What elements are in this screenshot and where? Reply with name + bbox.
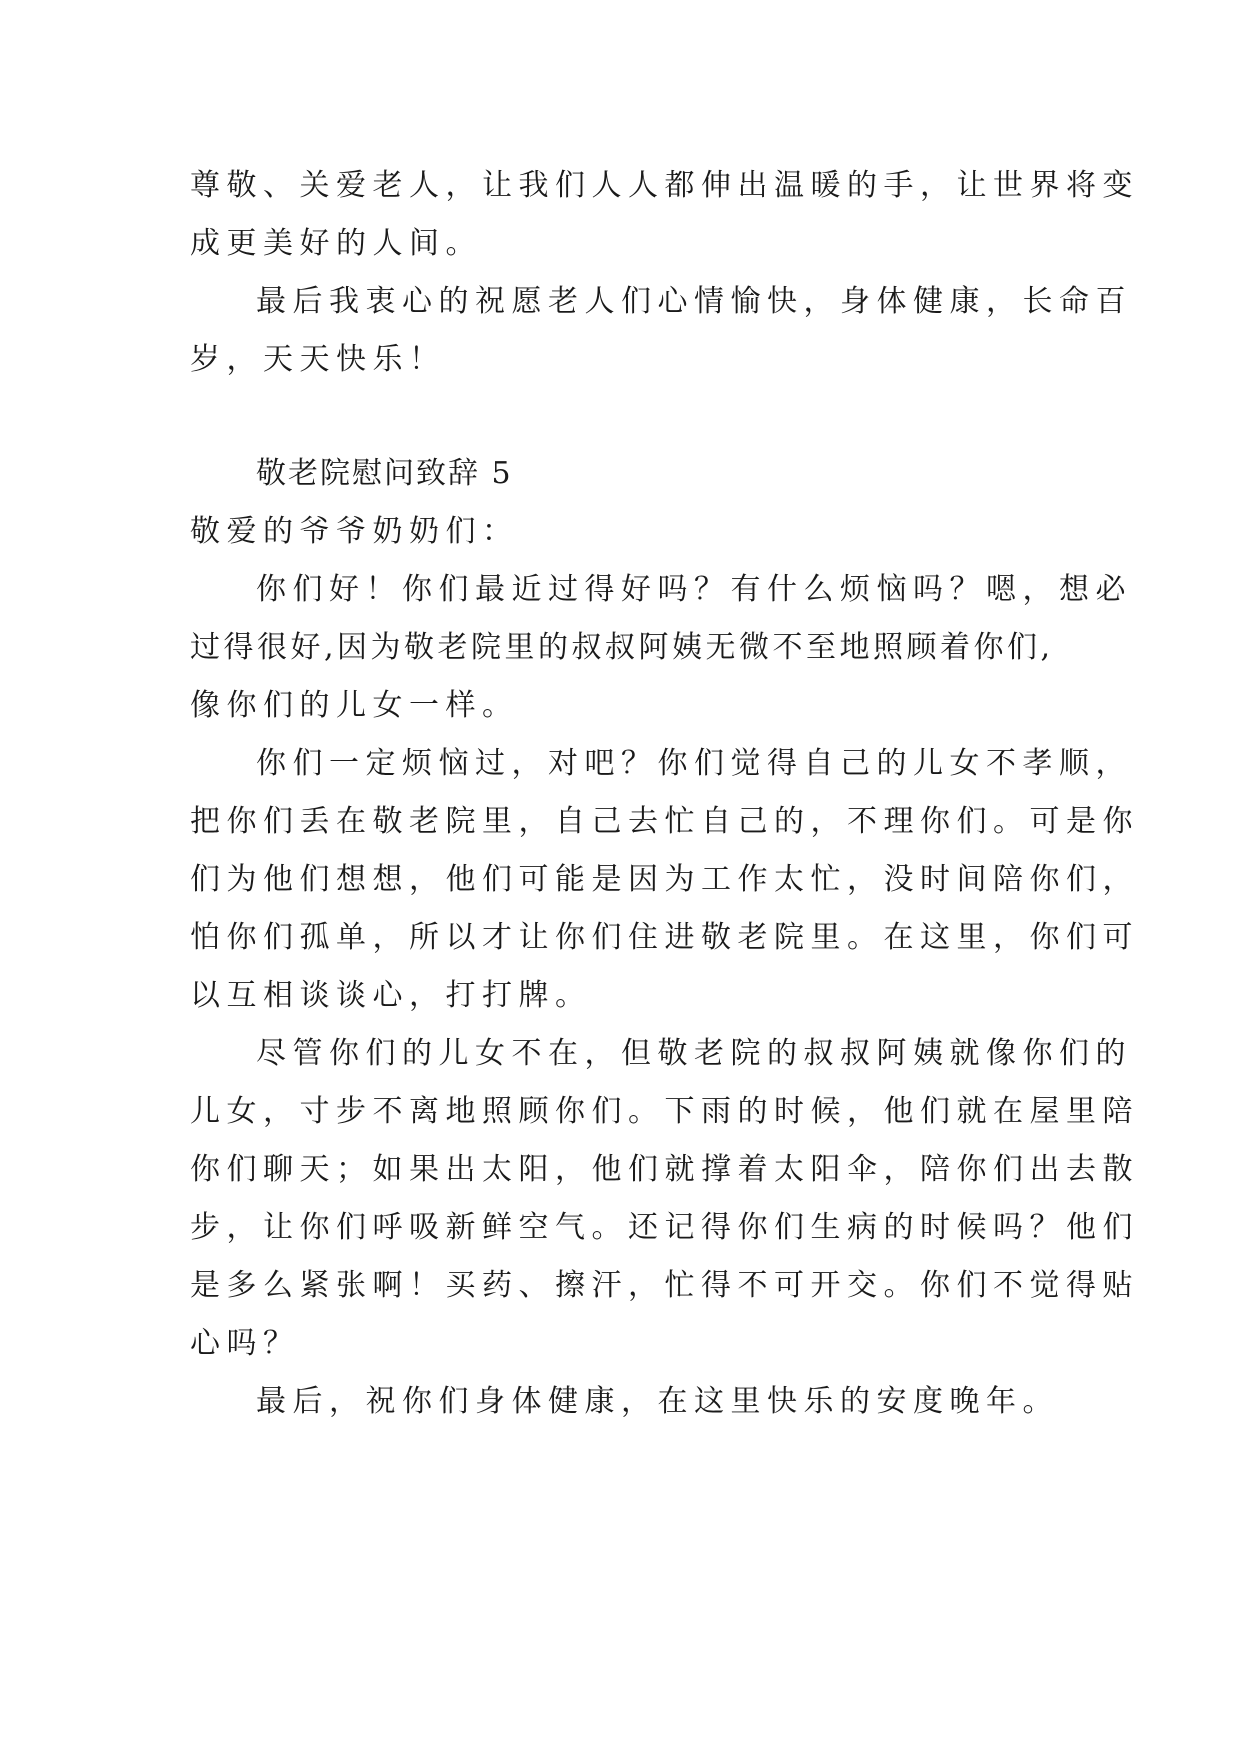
text-line: 心吗？ [190, 1326, 300, 1361]
salutation: 敬爱的爷爷奶奶们： [190, 514, 519, 549]
text-line: 像你们的儿女一样。 [190, 688, 519, 723]
text-line: 把你们丢在敬老院里，自己去忙自己的，不理你们。可是你 [190, 804, 1139, 839]
text-line: 儿女，寸步不离地照顾你们。下雨的时候，他们就在屋里陪 [190, 1094, 1139, 1129]
text-line: 成更美好的人间。 [190, 226, 482, 261]
text-line: 尊敬、关爱老人，让我们人人都伸出温暖的手，让世界将变 [190, 168, 1139, 203]
text-line: 们为他们想想，他们可能是因为工作太忙，没时间陪你们， [190, 862, 1139, 897]
text-line: 步，让你们呼吸新鲜空气。还记得你们生病的时候吗？他们 [190, 1210, 1139, 1245]
text-line: 你们好！你们最近过得好吗？有什么烦恼吗？嗯，想必 [256, 572, 1132, 607]
text-line: 你们一定烦恼过，对吧？你们觉得自己的儿女不孝顺， [256, 746, 1132, 781]
text-line: 怕你们孤单，所以才让你们住进敬老院里。在这里，你们可 [190, 920, 1139, 955]
text-line: 你们聊天；如果出太阳，他们就撑着太阳伞，陪你们出去散 [190, 1152, 1139, 1187]
section-title: 敬老院慰问致辞 5 [256, 456, 513, 491]
text-line: 最后我衷心的祝愿老人们心情愉快，身体健康，长命百 [256, 284, 1132, 319]
text-line: 岁，天天快乐！ [190, 342, 446, 377]
text-line: 以互相谈谈心，打打牌。 [190, 978, 592, 1013]
text-line: 尽管你们的儿女不在，但敬老院的叔叔阿姨就像你们的 [256, 1036, 1132, 1071]
text-line: 最后，祝你们身体健康，在这里快乐的安度晚年。 [256, 1384, 1059, 1419]
text-line: 过得很好,因为敬老院里的叔叔阿姨无微不至地照顾着你们, [190, 630, 1054, 665]
text-line: 是多么紧张啊！买药、擦汗，忙得不可开交。你们不觉得贴 [190, 1268, 1139, 1303]
